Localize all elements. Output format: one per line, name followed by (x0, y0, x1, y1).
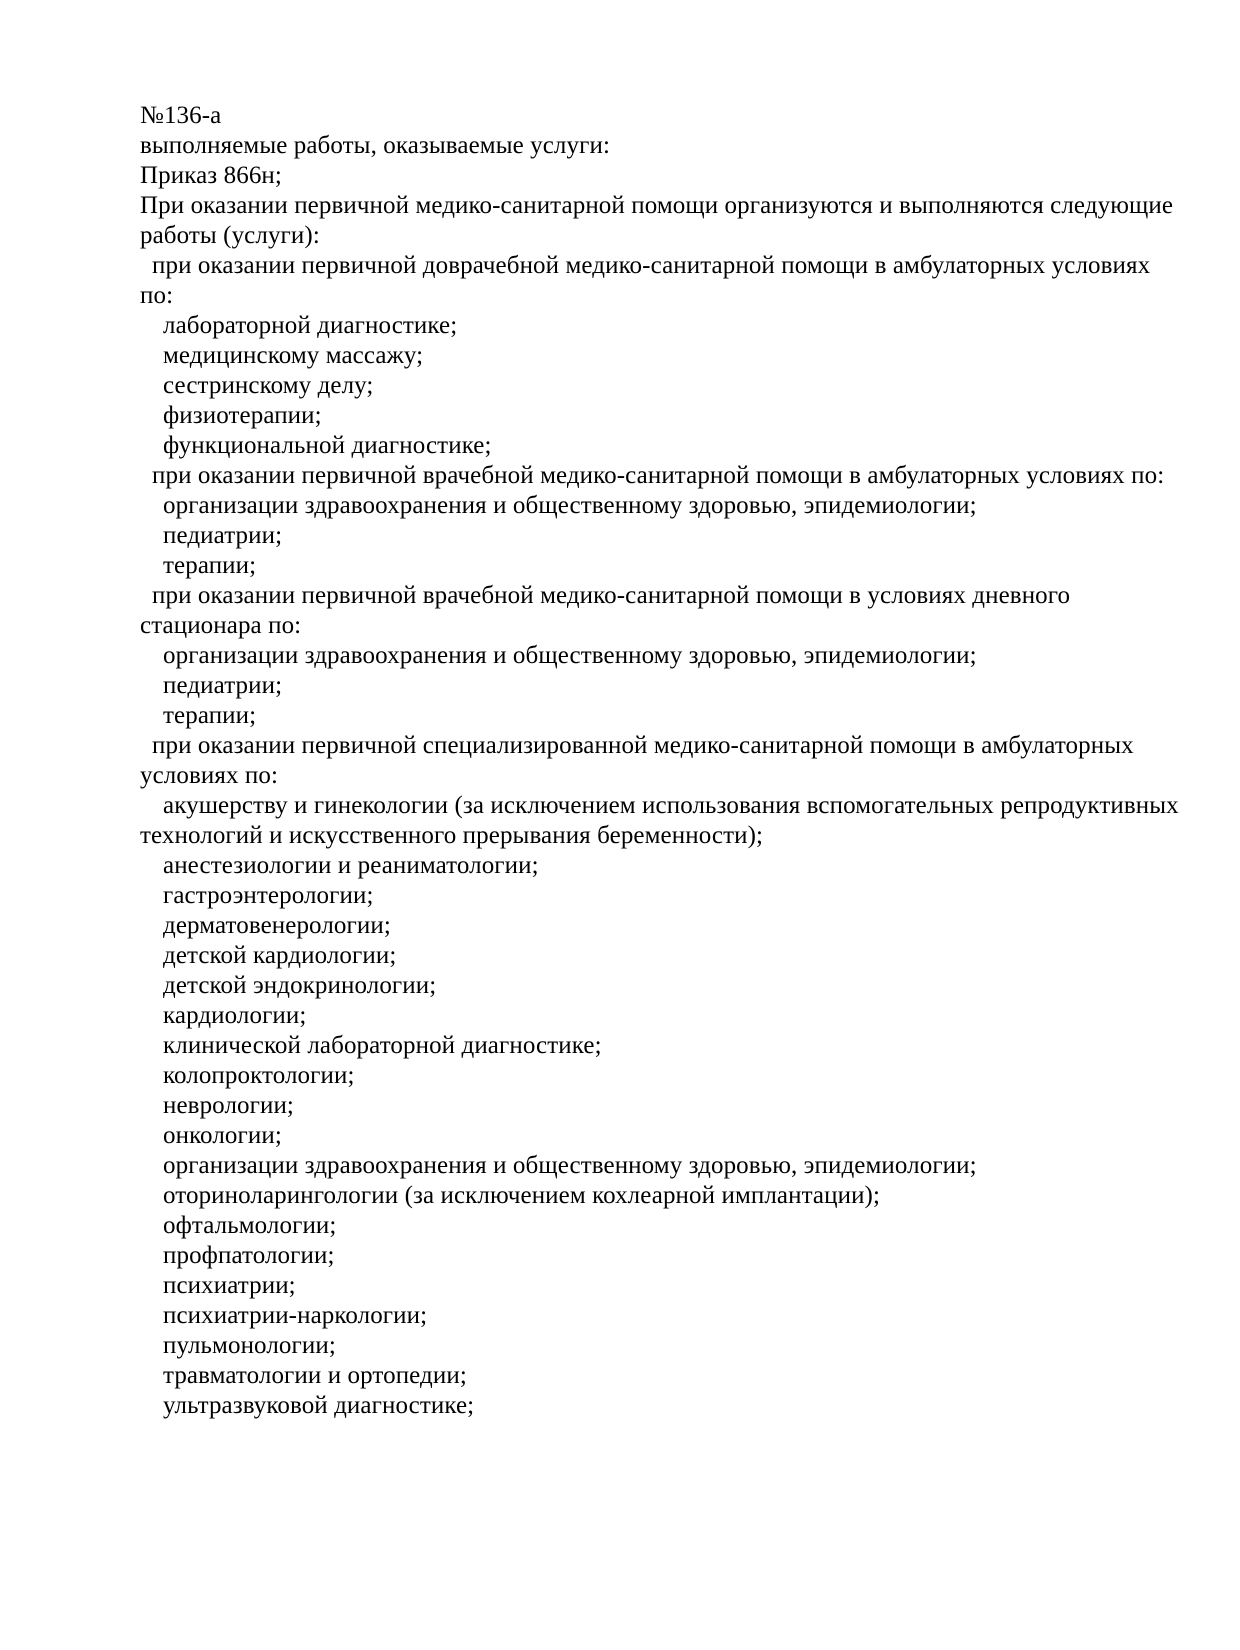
document-line: профпатологии; (163, 1242, 335, 1269)
document-line: колопроктологии; (163, 1062, 355, 1089)
document-line: при оказании первичной доврачебной медико-санитарной помощи в амбулаторных условиях (152, 252, 1151, 279)
document-line: акушерству и гинекологии (за исключением использования вспомогательных репродуктивных (163, 792, 1179, 819)
document-line: детской кардиологии; (163, 942, 397, 969)
document-line: пульмонологии; (163, 1332, 336, 1359)
document-line: условиях по: (140, 762, 279, 789)
document-line: медицинскому массажу; (163, 342, 424, 369)
document-line: гастроэнтерологии; (163, 882, 374, 909)
document-line: психиатрии; (163, 1272, 296, 1299)
document-line: выполняемые работы, оказываемые услуги: (140, 132, 610, 159)
document-line: клинической лабораторной диагностике; (163, 1032, 602, 1059)
document-line: анестезиологии и реаниматологии; (163, 852, 539, 879)
document-line: онкологии; (163, 1122, 282, 1149)
document-line: психиатрии-наркологии; (163, 1302, 428, 1329)
document-line: при оказании первичной специализированной медико-санитарной помощи в амбулаторных (152, 732, 1134, 759)
document-line: работы (услуги): (140, 222, 320, 249)
document-line: функциональной диагностике; (163, 432, 492, 459)
document-line: ультразвуковой диагностике; (163, 1392, 475, 1419)
document-line: организации здравоохранения и общественному здоровью, эпидемиологии; (163, 1152, 977, 1179)
document-line: лабораторной диагностике; (163, 312, 458, 339)
document-line: педиатрии; (163, 522, 283, 549)
document-line: терапии; (163, 552, 257, 579)
document-line: педиатрии; (163, 672, 283, 699)
document-line: при оказании первичной врачебной медико-санитарной помощи в амбулаторных условиях по: (152, 462, 1165, 489)
document-line: оториноларингологии (за исключением кохлеарной имплантации); (163, 1182, 881, 1209)
document-line: терапии; (163, 702, 257, 729)
document-line: детской эндокринологии; (163, 972, 437, 999)
document-line: Приказ 866н; (140, 162, 282, 189)
document-line: стационара по: (140, 612, 302, 639)
document-line: дерматовенерологии; (163, 912, 391, 939)
document-line: организации здравоохранения и общественному здоровью, эпидемиологии; (163, 492, 977, 519)
document-line: технологий и искусственного прерывания беременности); (140, 822, 764, 849)
document-line: при оказании первичной врачебной медико-санитарной помощи в условиях дневного (152, 582, 1071, 609)
document-line: кардиологии; (163, 1002, 307, 1029)
document-line: физиотерапии; (163, 402, 322, 429)
document-line: №136-а (140, 102, 222, 129)
document-line: организации здравоохранения и общественному здоровью, эпидемиологии; (163, 642, 977, 669)
document-line: При оказании первичной медико-санитарной помощи организуются и выполняются следующие (140, 192, 1174, 219)
document-line: неврологии; (163, 1092, 294, 1119)
document-line: по: (140, 282, 174, 309)
document-line: сестринскому делу; (163, 372, 374, 399)
document-line: офтальмологии; (163, 1212, 337, 1239)
document-text-block (140, 101, 1179, 1421)
document-line: травматологии и ортопедии; (163, 1362, 467, 1389)
